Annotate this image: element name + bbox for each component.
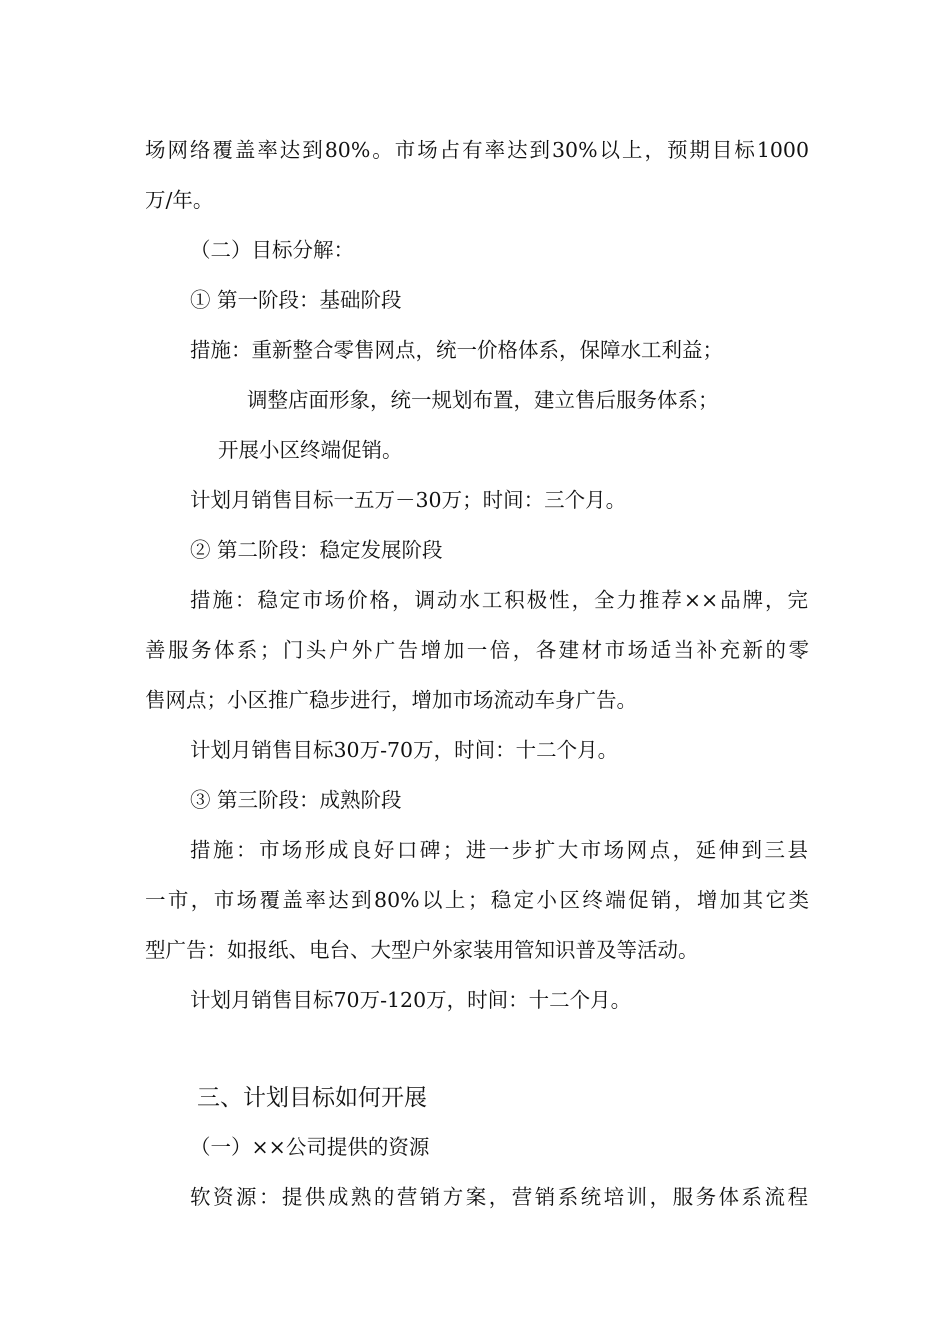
subsection-title: （一）××公司提供的资源 — [190, 1135, 430, 1159]
paragraph-line: 开展小区终端促销。 — [218, 438, 403, 462]
paragraph-line — [145, 886, 809, 914]
paragraph-line: 计划月销售目标一五万－30万；时间：三个月。 — [190, 488, 627, 512]
line-text: 软资源：提供成熟的营销方案，营销系统培训，服务体系流程 — [190, 1185, 808, 1209]
paragraph-line: 售网点；小区推广稳步进行，增加市场流动车身广告。 — [145, 688, 637, 712]
paragraph-line: 计划月销售目标70万-120万，时间：十二个月。 — [190, 988, 632, 1012]
paragraph-line — [145, 136, 809, 164]
paragraph-line — [190, 586, 808, 614]
paragraph-line: 调整店面形象，统一规划布置，建立售后服务体系； — [247, 388, 719, 412]
paragraph-line: 万/年。 — [145, 188, 214, 212]
line-text: 措施：市场形成良好口碑；进一步扩大市场网点，延伸到三县 — [190, 838, 808, 862]
paragraph-line: 计划月销售目标30万-70万，时间：十二个月。 — [190, 738, 619, 762]
paragraph-line: 型广告：如报纸、电台、大型户外家装用管知识普及等活动。 — [145, 938, 699, 962]
paragraph-line — [145, 636, 809, 664]
subsection-title: （二）目标分解： — [190, 238, 354, 262]
line-text: 措施：稳定市场价格，调动水工积极性，全力推荐××品牌，完 — [190, 588, 808, 612]
line-text: 善服务体系；门头户外广告增加一倍，各建材市场适当补充新的零 — [145, 638, 809, 662]
paragraph-line: 措施：重新整合零售网点，统一价格体系，保障水工利益； — [190, 338, 723, 362]
paragraph-line — [190, 836, 808, 864]
line-text: 场网络覆盖率达到80%。市场占有率达到30%以上，预期目标1000 — [145, 138, 809, 162]
stage-title: ① 第一阶段：基础阶段 — [190, 288, 402, 312]
line-text: 一市，市场覆盖率达到80%以上；稳定小区终端促销，增加其它类 — [145, 888, 809, 912]
stage-title: ② 第二阶段：稳定发展阶段 — [190, 538, 443, 562]
paragraph-line — [190, 1183, 808, 1211]
section-heading: 三、计划目标如何开展 — [197, 1085, 427, 1111]
stage-title: ③ 第三阶段：成熟阶段 — [190, 788, 402, 812]
